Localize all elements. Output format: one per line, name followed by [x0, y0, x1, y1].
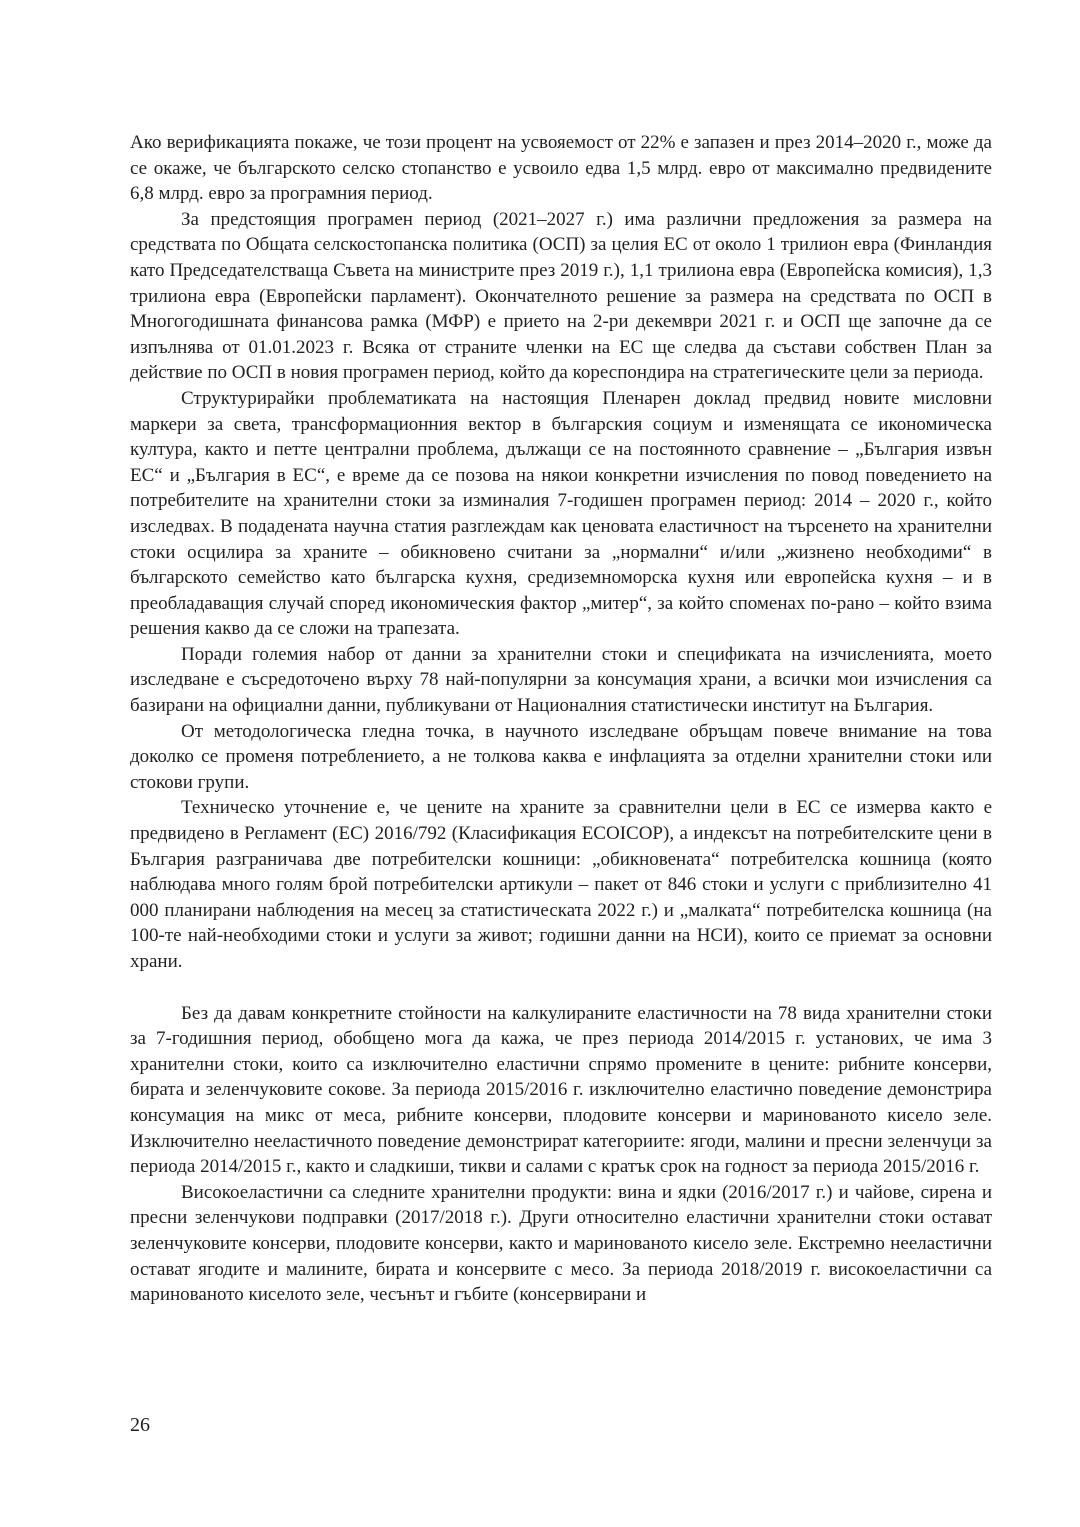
paragraph-2: За предстоящия програмен период (2021–2027 г.) има различни предложения за размера на средствата по Общата селскостопанска политика (ОСП) за целия ЕС от около 1 трилион евра (Финландия като Председателстваща Съвета на министрите през 2019 г.), 1,1 трилиона евра (Европейска комисия), 1,3 трилиона евра (Европейски парламент). Окончателното решение за размера на средствата по ОСП в Многогодишната финансова рамка (МФР) е прието на 2-ри декември 2021 г. и ОСП ще започне да се изпълнява от 01.01.2023 г. Всяка от страните членки на ЕС ще следва да състави собствен План за действие по ОСП в новия програмен период, който да кореспондира на стратегическите цели за периода. — [130, 208, 992, 384]
paragraph-6: Техническо уточнение е, че цените на храните за сравнителни цели в ЕС се измерва както е предвидено в Регламент (ЕС) 2016/792 (Класификация ECOICOP), а индексът на потребителските цени в България разграничава две потребителски кошници: „обикновената“ потребителска кошница (която наблюдава много голям брой потребителски артикули – пакет от 846 стоки и услуги с приблизително 41 000 планирани наблюдения на месец за статистическата 2022 г.) и „малката“ потребителска кошница (на 100-те най-необходими стоки и услуги за живот; годишни данни на НСИ), които се приемат за основни храни. — [130, 797, 992, 972]
paragraph-7: Без да давам конкретните стойности на калкулираните еластичности на 78 вида хранителни стоки за 7-годишния период, обобщено мога да кажа, че през периода 2014/2015 г. установих, че има 3 хранителни стоки, които са изключително еластични спрямо промените в цените: рибните консерви, бирата и зеленчуковите сокове. За периода 2015/2016 г. изключително еластично поведение демонстрира консумация на микс от меса, рибните консерви, плодовите консерви и маринованото кисело зеле. Изключително нееластичното поведение демонстрират категориите: ягоди, малини и пресни зеленчуци за периода 2014/2015 г., както и сладкиши, тикви и салами с кратък срок на годност за периода 2015/2016 г. — [130, 1002, 992, 1178]
page-number: 26 — [130, 1414, 150, 1436]
paragraph-1: Ако верификацията покаже, че този процент на усвояемост от 22% е запазен и през 2014–2020 г., може да се окаже, че българското селско стопанство е усвоило едва 1,5 млрд. евро от максимално предвидените 6,8 млрд. евро за програмния период. — [130, 132, 992, 205]
paragraph-8: Високоеластични са следните хранителни продукти: вина и ядки (2016/2017 г.) и чайове, сирена и пресни зеленчукови подправки (2017/2018 г.). Други относително еластични хранителни стоки остават зеленчуковите консерви, плодовите консерви, както и маринованото кисело зеле. Екстремно нееластични остават ягодите и малините, бирата и консервите с месо. За периода 2018/2019 г. високоеластични са маринованото киселото зеле, чесънът и гъбите (консервирани и — [130, 1181, 992, 1306]
page-body — [130, 130, 992, 1308]
paragraph-5: От методологическа гледна точка, в научното изследване обръщам повече внимание на това доколко се променя потреблението, а не толкова каква е инфлацията за отделни хранителни стоки или стокови групи. — [130, 720, 992, 793]
section-spacer — [130, 975, 992, 1001]
paragraph-3: Структурирайки проблематиката на настоящия Пленарен доклад предвид новите мисловни маркери за света, трансформационния вектор в българския социум и изменящата се икономическа култура, както и петте централни проблема, дължащи се на постоянното сравнение – „България извън ЕС“ и „България в ЕС“, е време да се позова на някои конкретни изчисления по повод поведението на потребителите на хранителни стоки за изминалия 7-годишен програмен период: 2014 – 2020 г., който изследвах. В подадената научна статия разглеждам как ценовата еластичност на търсенето на хранителни стоки осцилира за храните – обикновено считани за „нормални“ и/или „жизнено необходими“ в българското семейство като българска кухня, средиземноморска кухня или европейска кухня – и в преобладаващия случай според икономическия фактор „митер“, за който споменах по-рано – който взима решения какво да се сложи на трапезата. — [130, 387, 992, 640]
paragraph-4: Поради големия набор от данни за хранителни стоки и спецификата на изчисленията, моето изследване е съсредоточено върху 78 най-популярни за консумация храни, а всички мои изчисления са базирани на официални данни, публикувани от Националния статистически институт на България. — [130, 643, 992, 717]
